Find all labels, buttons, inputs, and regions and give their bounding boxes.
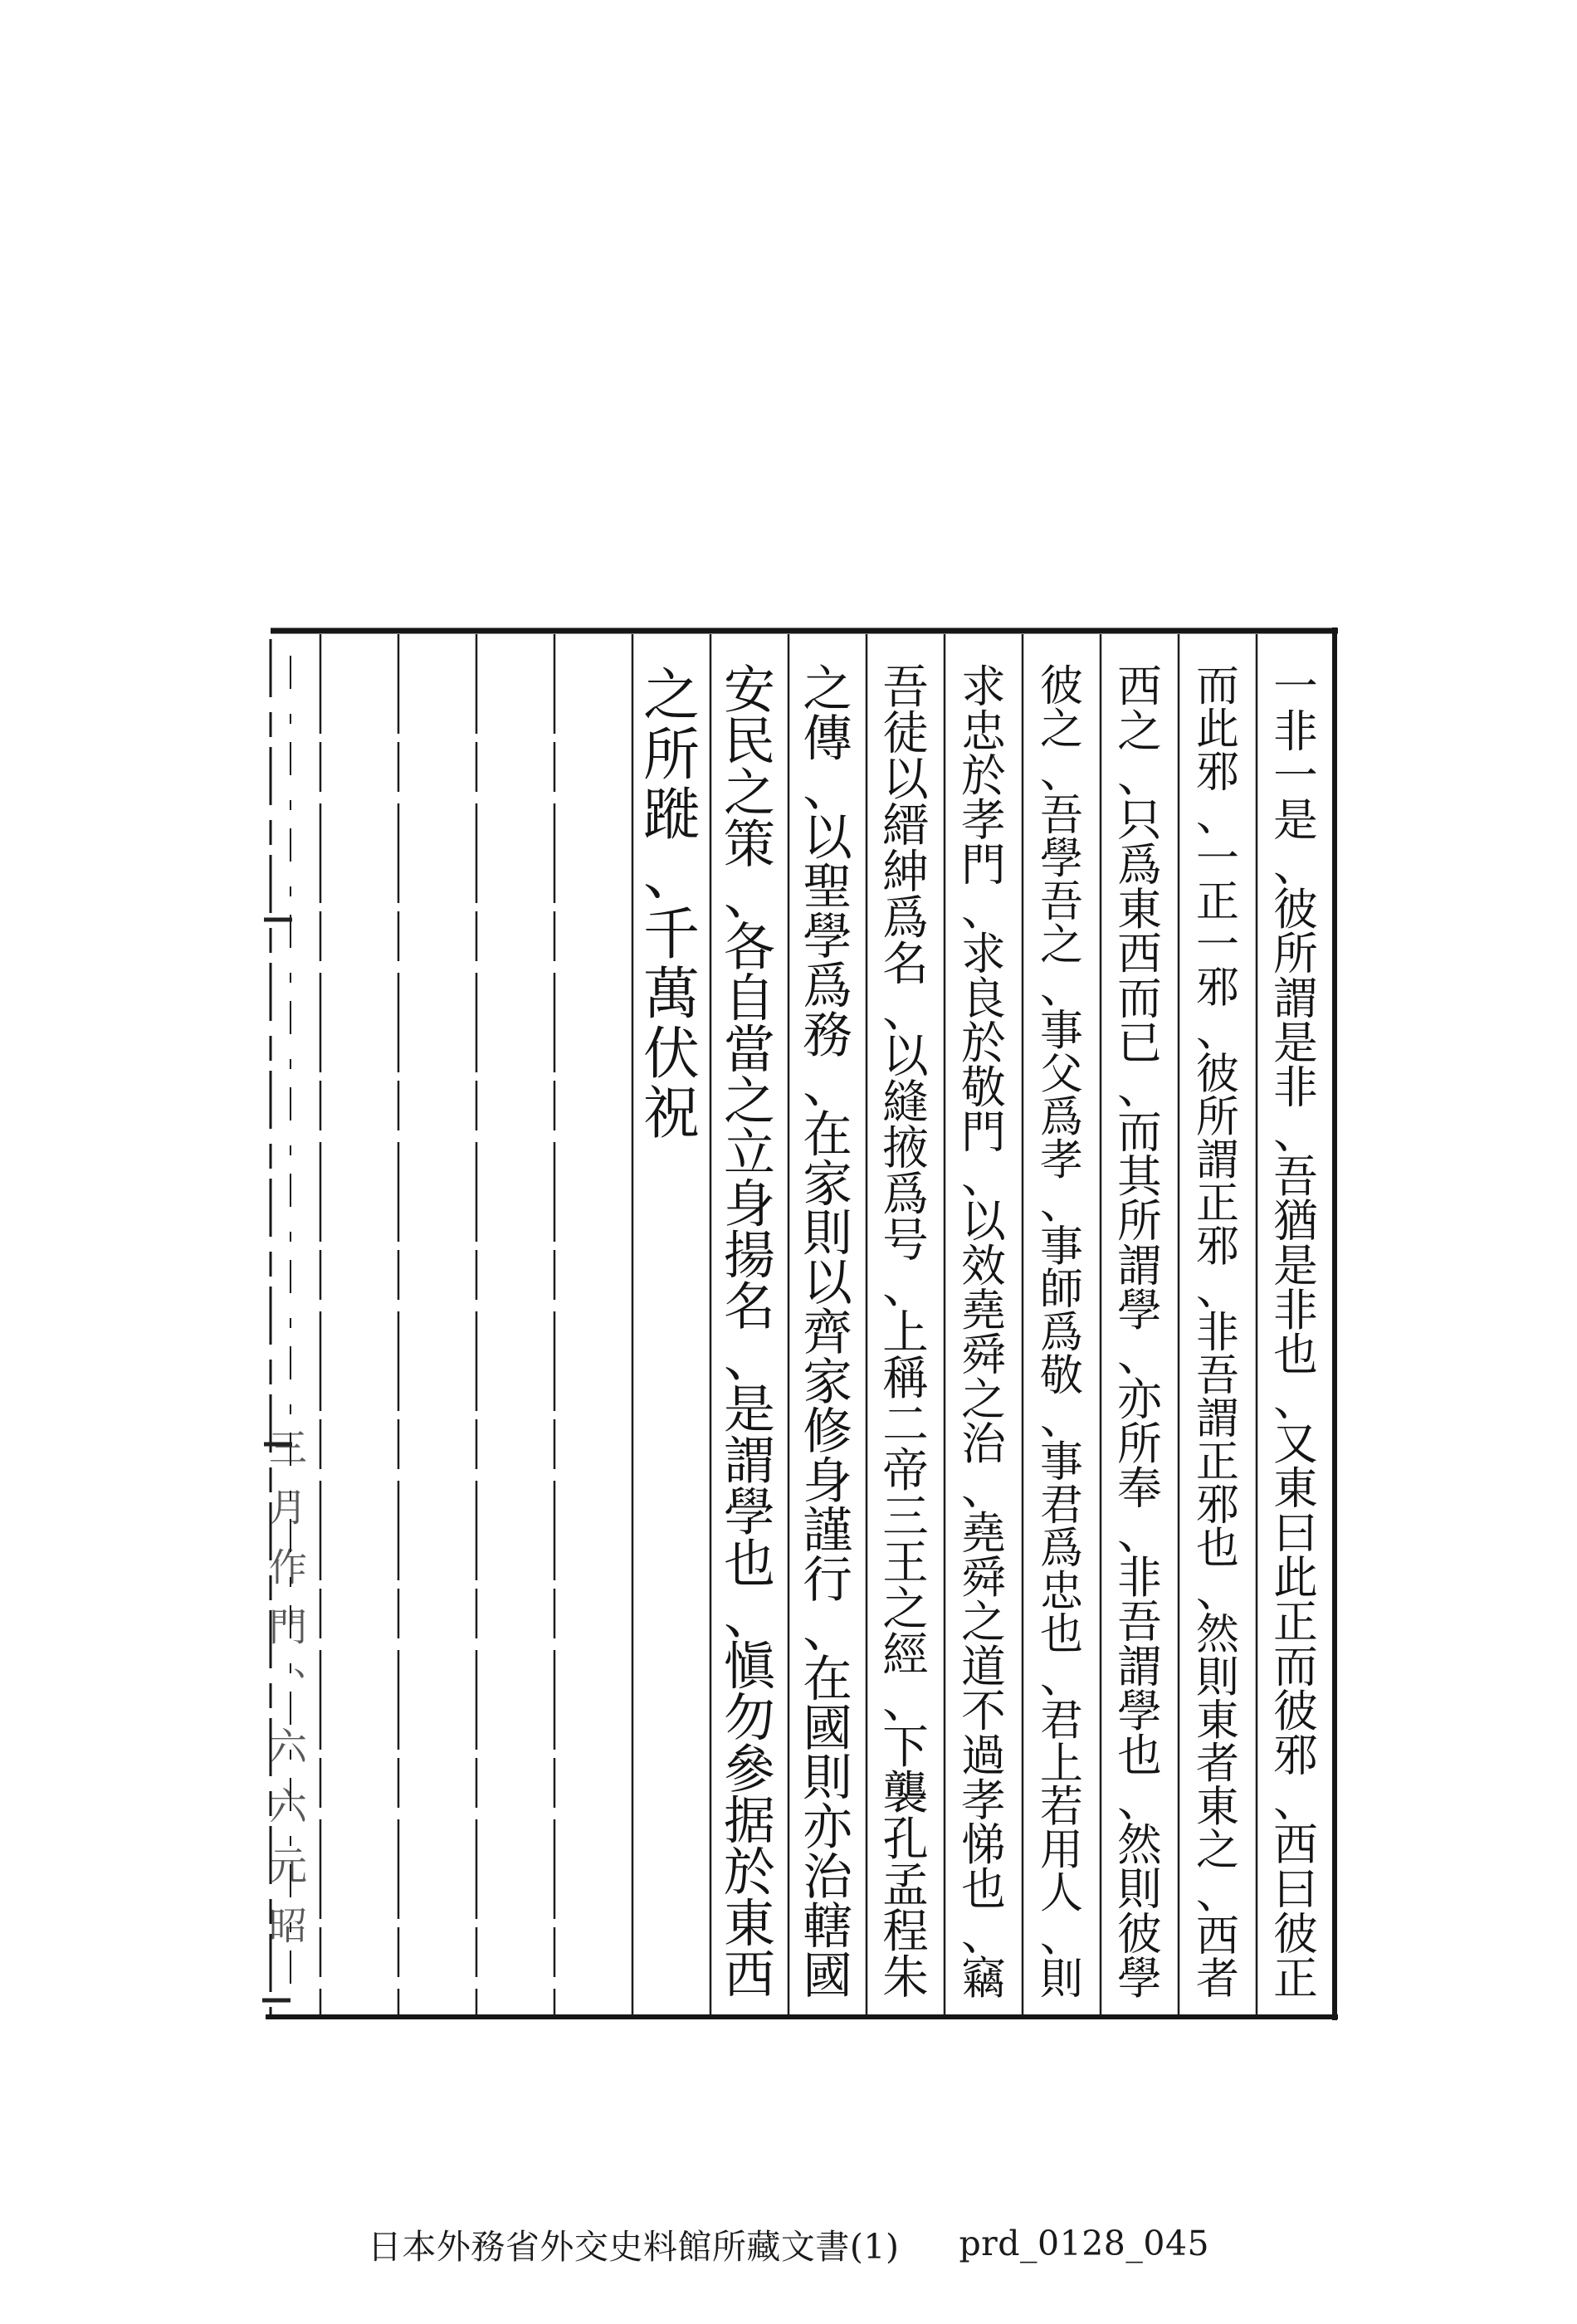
manuscript-column (961, 661, 1008, 2004)
column-text: 彼之、吾學吾之、事父爲孝、事師爲敬、事君爲忠也、君上若用人、則 (1040, 662, 1083, 2005)
manuscript-column (1196, 662, 1240, 2004)
footer-item-id: prd_0128_045 (959, 2224, 1210, 2263)
column-text: 而此邪、一正一邪、彼所謂正邪、非吾謂正邪也、然則東者東之、西者 (1196, 662, 1239, 2005)
footer-collection: 日本外務省外交史料館所藏文書(1) (367, 2226, 900, 2267)
column-text: 之傳、以聖學爲務、在家則以齊家修身謹行、在國則亦治轄國 (803, 661, 852, 2006)
manuscript-column (1040, 662, 1084, 2004)
page-frame (266, 627, 1338, 2020)
margin-note: 三月作門、六六元昭 (263, 1428, 308, 1965)
text-columns (643, 661, 1318, 2005)
manuscript-column (1273, 661, 1318, 2004)
manuscript-column (803, 662, 854, 2005)
column-text: 求忠於孝門、求良於敬門、以效堯舜之治、堯舜之道不過孝悌也、竊 (961, 660, 1006, 2004)
page-footer (0, 2214, 1577, 2273)
manuscript-column (724, 661, 779, 2005)
column-text: 西之、只爲東西而已、而其所謂學、亦所奉、非吾謂學也、然則彼學 (1117, 660, 1162, 2004)
manuscript-column (1117, 661, 1164, 2004)
column-text: 之所蹝、千萬伏祝 (642, 663, 701, 1148)
manuscript-column (881, 661, 930, 2004)
manuscript-column (643, 663, 700, 1147)
column-text: 一非一是、彼所謂是非、吾猶是非也、又東曰此正而彼邪、西曰彼正 (1273, 660, 1318, 2004)
column-text: 安民之策、各自當之立身揚名、是謂學也、愼勿參据於東西 (724, 660, 775, 2005)
column-rulings (320, 634, 1257, 2015)
column-text: 吾徒以縉紳爲名、以縫掖爲号、上稱二帝三王之經、下襲孔孟程朱 (882, 661, 929, 2005)
